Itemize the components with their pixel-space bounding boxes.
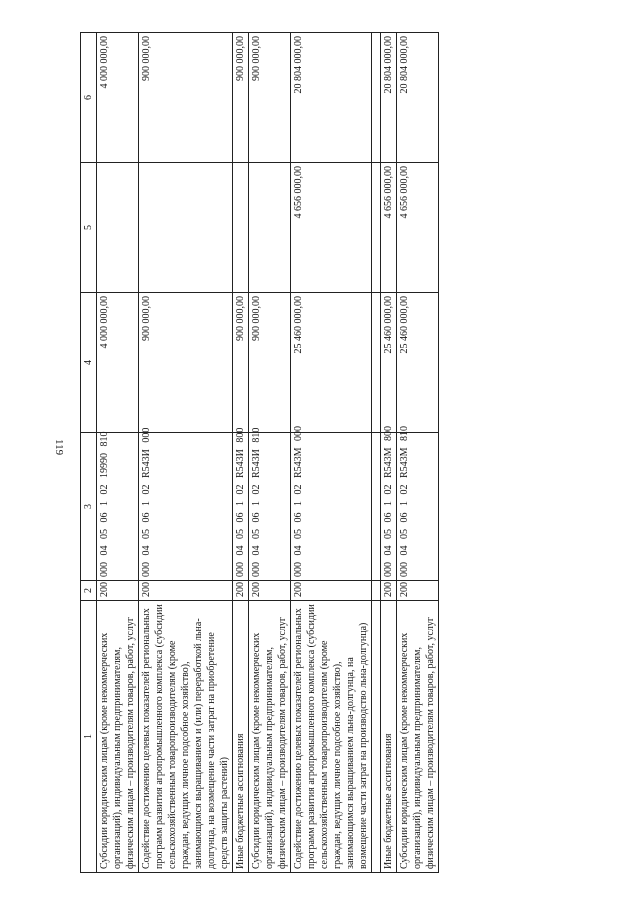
table-row [397, 33, 439, 873]
row-budget-code: 000 04 05 06 1 02 R543М 810 [397, 433, 439, 581]
col-header-6: 6 [81, 33, 97, 163]
table-row [139, 33, 233, 873]
col-header-4: 4 [81, 293, 97, 433]
row-value-4: 900 000,00 [249, 293, 291, 433]
row-name: Субсидии юридическим лицам (кроме некоммерческих организаций), индивидуальным предпринимателям, физическим лицам – производителям товаров, работ, услуг [249, 601, 291, 873]
row-name: Иные бюджетные ассигнования [233, 601, 249, 873]
rotated-page [80, 33, 510, 873]
row-budget-code: 000 04 05 06 1 02 R543И 800 [233, 433, 249, 581]
row-value-4: 4 000 000,00 [97, 293, 139, 433]
page-number: 119 [53, 439, 65, 456]
row-admin-code: 200 [233, 581, 249, 601]
row-value-6: 900 000,00 [139, 33, 233, 163]
row-budget-code: 000 04 05 06 1 02 R543И 000 [139, 433, 233, 581]
row-admin-code: 200 [97, 581, 139, 601]
column-header-row [81, 33, 97, 873]
spacer-row [372, 33, 381, 873]
table-row [233, 33, 249, 873]
row-admin-code: 200 [397, 581, 439, 601]
row-value-6: 20 804 000,00 [291, 33, 372, 163]
row-admin-code: 200 [291, 581, 372, 601]
row-budget-code: 000 04 05 06 1 02 R543М 000 [291, 433, 372, 581]
row-name: Субсидии юридическим лицам (кроме некоммерческих организаций), индивидуальным предпринимателям, физическим лицам – производителям товаров, работ, услуг [397, 601, 439, 873]
row-admin-code: 200 [139, 581, 233, 601]
row-value-5: 4 656 000,00 [291, 163, 372, 293]
budget-table [80, 32, 439, 873]
col-header-3: 3 [81, 433, 97, 581]
table-row [97, 33, 139, 873]
row-value-6: 900 000,00 [233, 33, 249, 163]
row-value-6: 20 804 000,00 [381, 33, 397, 163]
table-row [291, 33, 372, 873]
row-value-5 [233, 163, 249, 293]
row-value-4: 25 460 000,00 [381, 293, 397, 433]
row-value-5: 4 656 000,00 [381, 163, 397, 293]
table-row [381, 33, 397, 873]
row-value-5: 4 656 000,00 [397, 163, 439, 293]
row-value-5 [249, 163, 291, 293]
col-header-1: 1 [81, 601, 97, 873]
row-admin-code: 200 [249, 581, 291, 601]
row-value-4: 25 460 000,00 [397, 293, 439, 433]
row-budget-code: 000 04 05 06 1 02 R543И 810 [249, 433, 291, 581]
col-header-2: 2 [81, 581, 97, 601]
row-value-4: 900 000,00 [139, 293, 233, 433]
row-value-4: 25 460 000,00 [291, 293, 372, 433]
row-name: Содействие достижению целевых показателей региональных программ развития агропромышленного комплекса (субсидии сельскохозяйственным товаропроизводителям (кроме граждан, ведущих личное подсобное хозяйство), занимающимся выращиванием льна-долгунца, на возмещение части затрат на производство льна-долгунца) [291, 601, 372, 873]
row-name: Субсидии юридическим лицам (кроме некоммерческих организаций), индивидуальным предпринимателям, физическим лицам – производителям товаров, работ, услуг [97, 601, 139, 873]
row-name: Иные бюджетные ассигнования [381, 601, 397, 873]
row-value-5 [97, 163, 139, 293]
row-value-6: 4 000 000,00 [97, 33, 139, 163]
row-value-6: 20 804 000,00 [397, 33, 439, 163]
row-name: Содействие достижению целевых показателей региональных программ развития агропромышленного комплекса (субсидии сельскохозяйственным товаропроизводителям (кроме граждан, ведущих личное подсобное хозяйство), занимающимся выращиванием и (или) переработкой льна-долгунца, на возмещение части затрат на приобретение средств защиты растений) [139, 601, 233, 873]
row-admin-code: 200 [381, 581, 397, 601]
row-budget-code: 000 04 05 06 1 02 19990 810 [97, 433, 139, 581]
row-value-6: 900 000,00 [249, 33, 291, 163]
col-header-5: 5 [81, 163, 97, 293]
table-row [249, 33, 291, 873]
row-value-4: 900 000,00 [233, 293, 249, 433]
row-value-5 [139, 163, 233, 293]
row-budget-code: 000 04 05 06 1 02 R543М 800 [381, 433, 397, 581]
